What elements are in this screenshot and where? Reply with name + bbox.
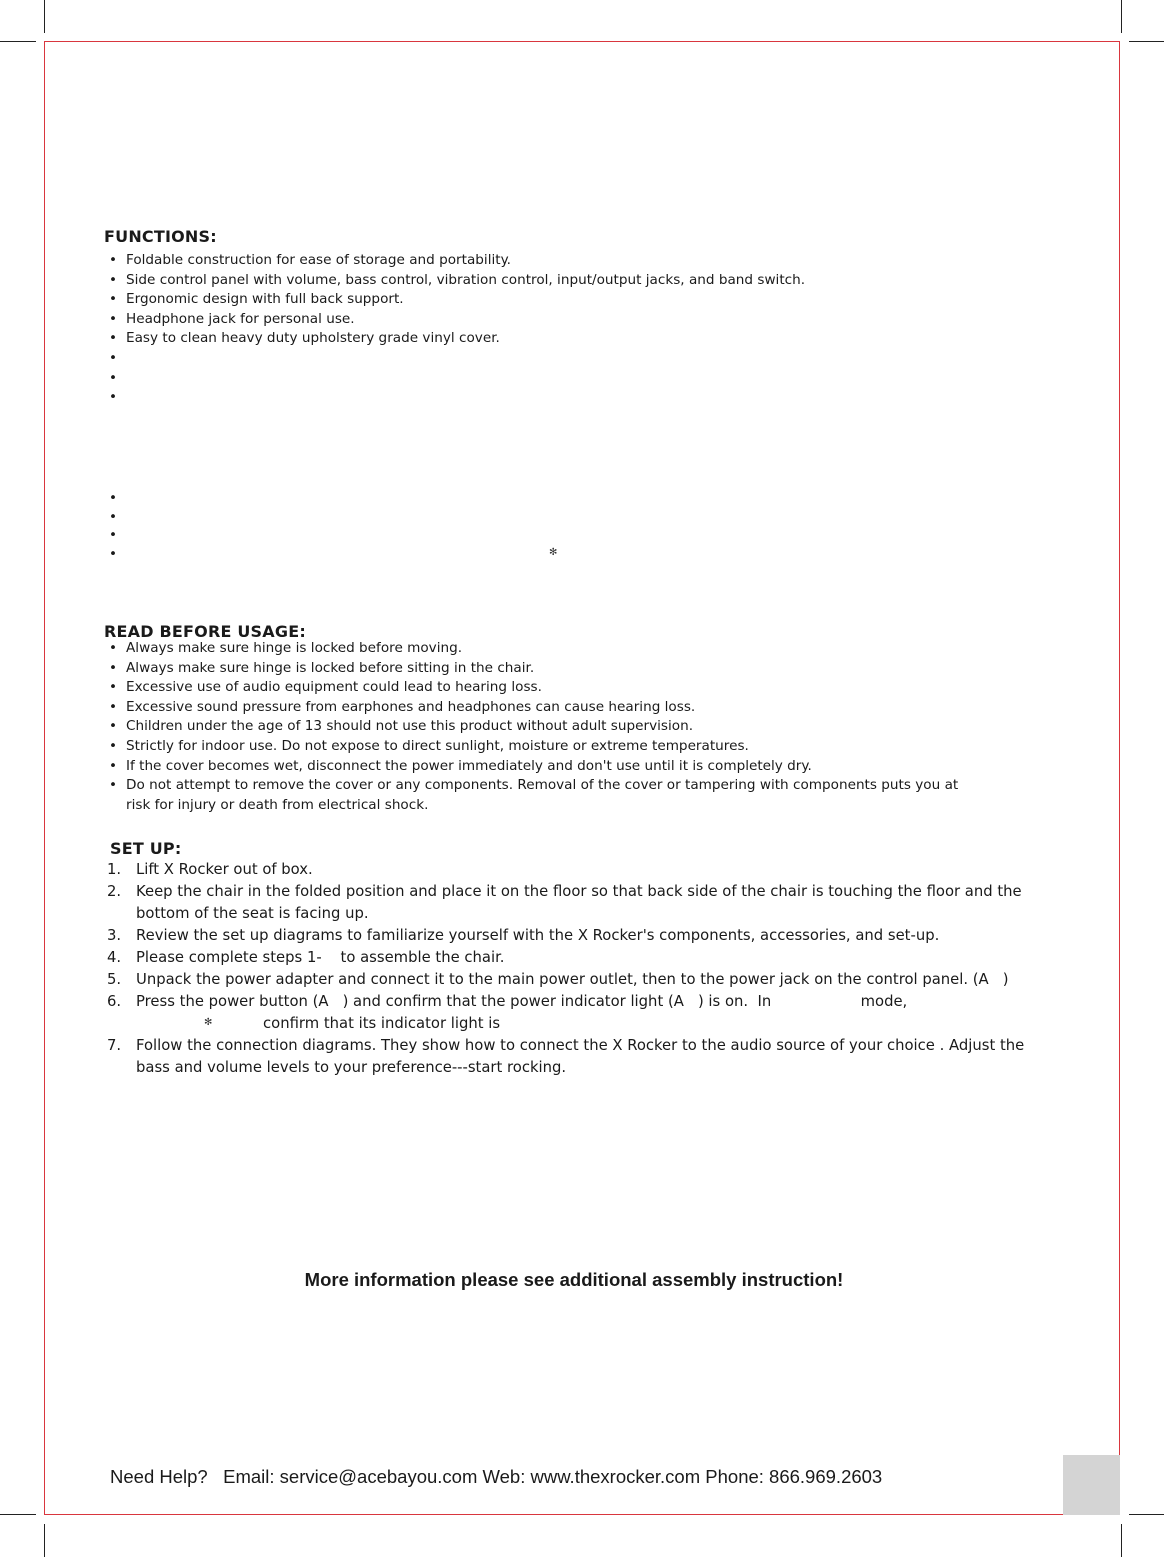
list-item: • <box>109 389 118 406</box>
functions-extra-list <box>106 489 130 563</box>
email-link[interactable]: Email: service@acebayou.com <box>223 1466 478 1487</box>
crop-mark <box>0 41 36 42</box>
functions-list <box>106 251 805 408</box>
list-item: 5. Unpack the power adapter and connect it to the main power outlet, then to the power jack on the control panel. (A ) <box>107 971 1009 988</box>
crop-mark <box>44 1524 45 1557</box>
list-item: • Excessive use of audio equipment could lead to hearing loss. <box>109 679 542 696</box>
list-item: • <box>109 527 118 543</box>
web-link[interactable]: Web: www.thexrocker.com <box>482 1466 701 1487</box>
help-footer <box>110 1466 882 1488</box>
assembly-notice: More information please see additional assembly instruction! <box>304 1269 844 1290</box>
list-item: • If the cover becomes wet, disconnect the power immediately and don't use until it is completely dry. <box>109 757 812 774</box>
list-item: • Foldable construction for ease of storage and portability. <box>109 252 511 268</box>
list-item: 2. Keep the chair in the folded position and place it on the floor so that back side of the chair is touching the floor and the bottom of the seat is facing up. <box>107 883 1022 922</box>
list-item: • Headphone jack for personal use. <box>109 310 355 327</box>
list-item: 3. Review the set up diagrams to familiarize yourself with the X Rocker's components, accessories, and set-up. <box>107 927 940 944</box>
list-item: • Side control panel with volume, bass control, vibration control, input/output jacks, and band switch. <box>109 271 806 288</box>
page-number-box <box>1063 1455 1120 1515</box>
list-item: • Children under the age of 13 should not use this product without adult supervision. <box>109 718 694 735</box>
crop-mark <box>1129 41 1164 42</box>
list-item: • <box>109 545 118 562</box>
list-item: • Strictly for indoor use. Do not expose to direct sunlight, moisture or extreme temperatures. <box>109 737 749 754</box>
list-item: • Easy to clean heavy duty upholstery grade vinyl cover. <box>109 330 500 347</box>
crop-mark <box>1129 1514 1164 1515</box>
list-item: • <box>109 508 118 525</box>
setup-heading: SET UP: <box>110 839 182 858</box>
crop-mark <box>1121 1524 1122 1557</box>
read-before-heading: READ BEFORE USAGE: <box>104 622 306 641</box>
setup-steps <box>107 859 1046 1079</box>
list-item: 7. Follow the connection diagrams. They show how to connect the X Rocker to the audio source of your choice . Adjust the bass and volume levels to your preference---start rocking. <box>107 1037 1025 1076</box>
crop-mark <box>1121 0 1122 33</box>
functions-heading: FUNCTIONS: <box>104 227 217 246</box>
need-help-label: Need Help? <box>110 1466 208 1487</box>
phone-number: Phone: 866.969.2603 <box>705 1466 883 1487</box>
list-item: • Excessive sound pressure from earphones and headphones can cause hearing loss. <box>109 698 696 715</box>
list-item: 4. Please complete steps 1- to assemble the chair. <box>107 949 505 966</box>
list-item: • Always make sure hinge is locked before moving. <box>109 640 463 656</box>
read-before-list <box>106 639 986 815</box>
list-item: • Ergonomic design with full back support. <box>109 291 404 308</box>
list-item: • Always make sure hinge is locked before sitting in the chair. <box>109 659 535 676</box>
bluetooth-icon: ✻ <box>549 547 558 558</box>
list-item: 6. Press the power button (A ) and confirm that the power indicator light (A ) is on. In mode, confirm that its indicator light is <box>107 993 908 1032</box>
bluetooth-icon: ✻ <box>204 1017 213 1028</box>
list-item: • <box>109 369 118 386</box>
list-item: • Do not attempt to remove the cover or any components. Removal of the cover or tampering with components puts you at risk for injury or death from electrical shock. <box>109 777 959 813</box>
crop-mark <box>0 1514 36 1515</box>
list-item: • <box>109 490 118 506</box>
crop-mark <box>44 0 45 33</box>
list-item: 1. Lift X Rocker out of box. <box>107 861 313 878</box>
list-item: • <box>109 349 118 366</box>
